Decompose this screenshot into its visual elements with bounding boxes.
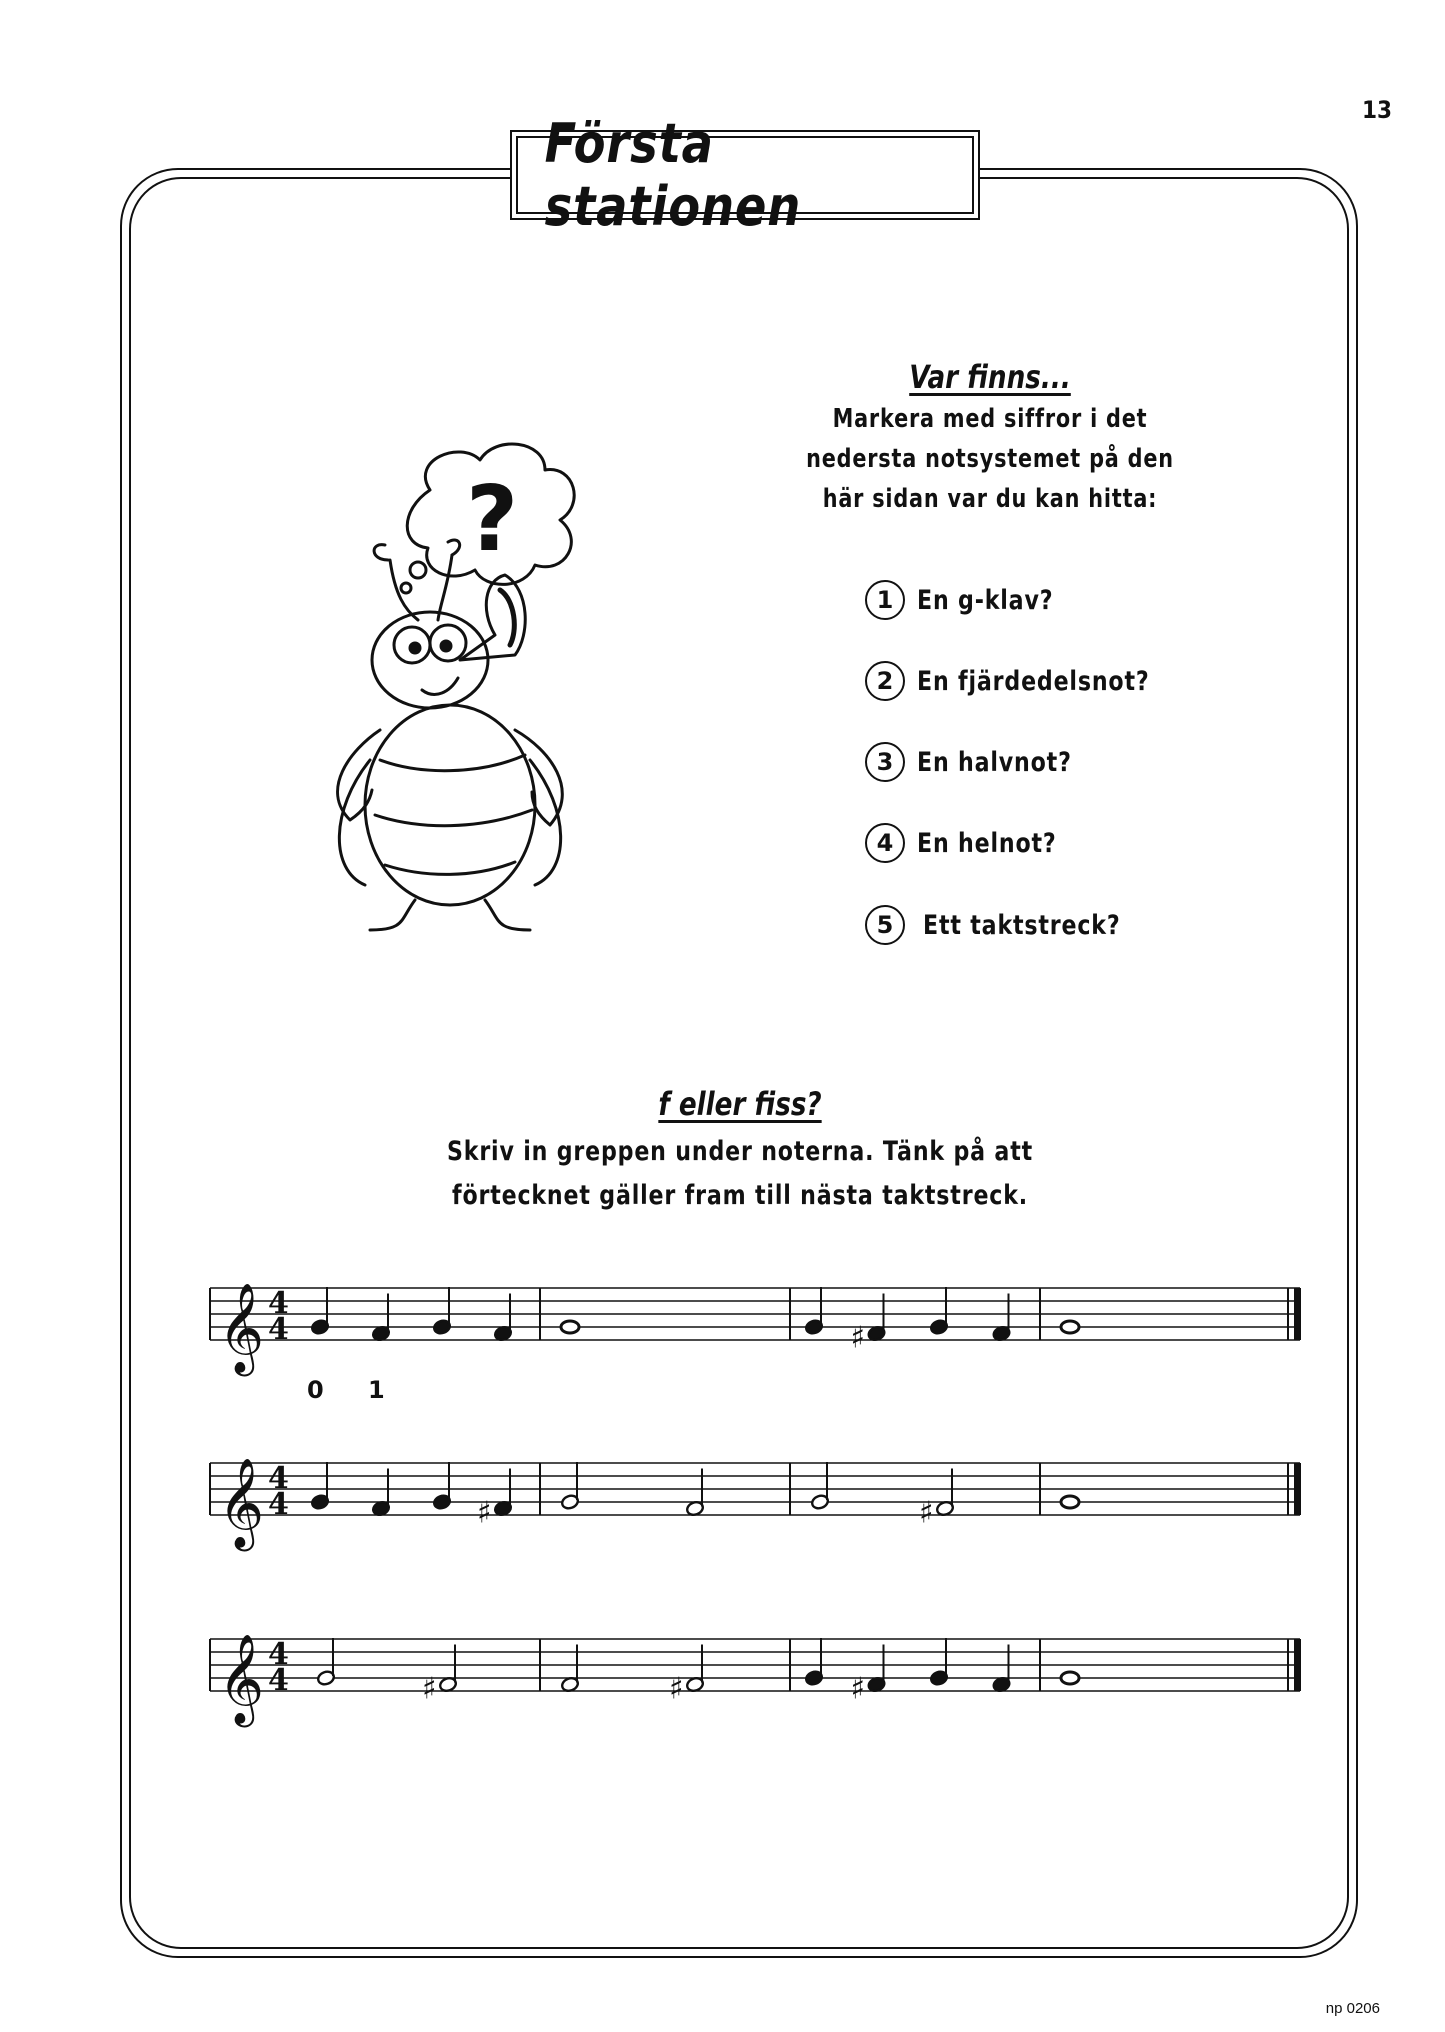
question-text: En g-klav?	[917, 584, 1054, 616]
question-number-circle: 1	[865, 580, 905, 620]
footer-code: np 0206	[1325, 2000, 1380, 2017]
sharp-sign: ♯	[477, 1495, 492, 1531]
time-signature-bottom: 4	[268, 1312, 289, 1347]
time-signature-bottom: 4	[268, 1487, 289, 1522]
sharp-sign: ♯	[919, 1495, 934, 1531]
treble-clef: 𝄞	[218, 1634, 265, 1724]
question-number-circle: 4	[865, 823, 905, 863]
time-signature-bottom: 4	[268, 1663, 289, 1698]
whole-note	[1061, 1321, 1079, 1333]
example-answer-1: 0	[307, 1376, 324, 1404]
time-signature-top: 4	[268, 1637, 289, 1672]
treble-clef: 𝄞	[218, 1283, 265, 1373]
whole-note	[1061, 1496, 1079, 1508]
var-finns-heading: Var finns...	[909, 358, 1071, 396]
time-signature-top: 4	[268, 1286, 289, 1321]
intro-line-2: nedersta notsystemet på den	[806, 444, 1174, 474]
sharp-sign: ♯	[669, 1671, 684, 1707]
question-text: En halvnot?	[917, 746, 1072, 778]
time-signature-top: 4	[268, 1461, 289, 1496]
example-answer-2: 1	[368, 1376, 385, 1404]
sharp-sign: ♯	[850, 1671, 866, 1707]
instruction-line-1: Skriv in greppen under noterna. Tänk på att	[447, 1136, 1033, 1167]
question-number-circle: 3	[865, 742, 905, 782]
final-barline-thick	[1294, 1463, 1301, 1515]
instruction-line-2: förtecknet gäller fram till nästa taktstreck.	[451, 1180, 1028, 1211]
final-barline-thick	[1294, 1639, 1301, 1691]
final-barline-thick	[1294, 1288, 1301, 1340]
question-text: En helnot?	[917, 827, 1057, 859]
treble-clef: 𝄞	[218, 1458, 265, 1548]
page-number: 13	[1361, 96, 1392, 124]
question-number-circle: 5	[865, 905, 905, 945]
whole-note	[1061, 1672, 1079, 1684]
question-number-circle: 2	[865, 661, 905, 701]
f-eller-fiss-heading: f eller fiss?	[658, 1085, 822, 1123]
question-mark: ?	[466, 467, 519, 572]
whole-note	[561, 1321, 579, 1333]
question-text: Ett taktstreck?	[923, 909, 1121, 941]
question-text: En fjärdedelsnot?	[917, 665, 1150, 697]
sharp-sign: ♯	[850, 1320, 866, 1356]
sharp-sign: ♯	[422, 1671, 437, 1707]
intro-line-3: här sidan var du kan hitta:	[822, 484, 1158, 514]
page-title: Första stationen	[544, 112, 802, 238]
intro-line-1: Markera med siffror i det	[832, 404, 1148, 434]
